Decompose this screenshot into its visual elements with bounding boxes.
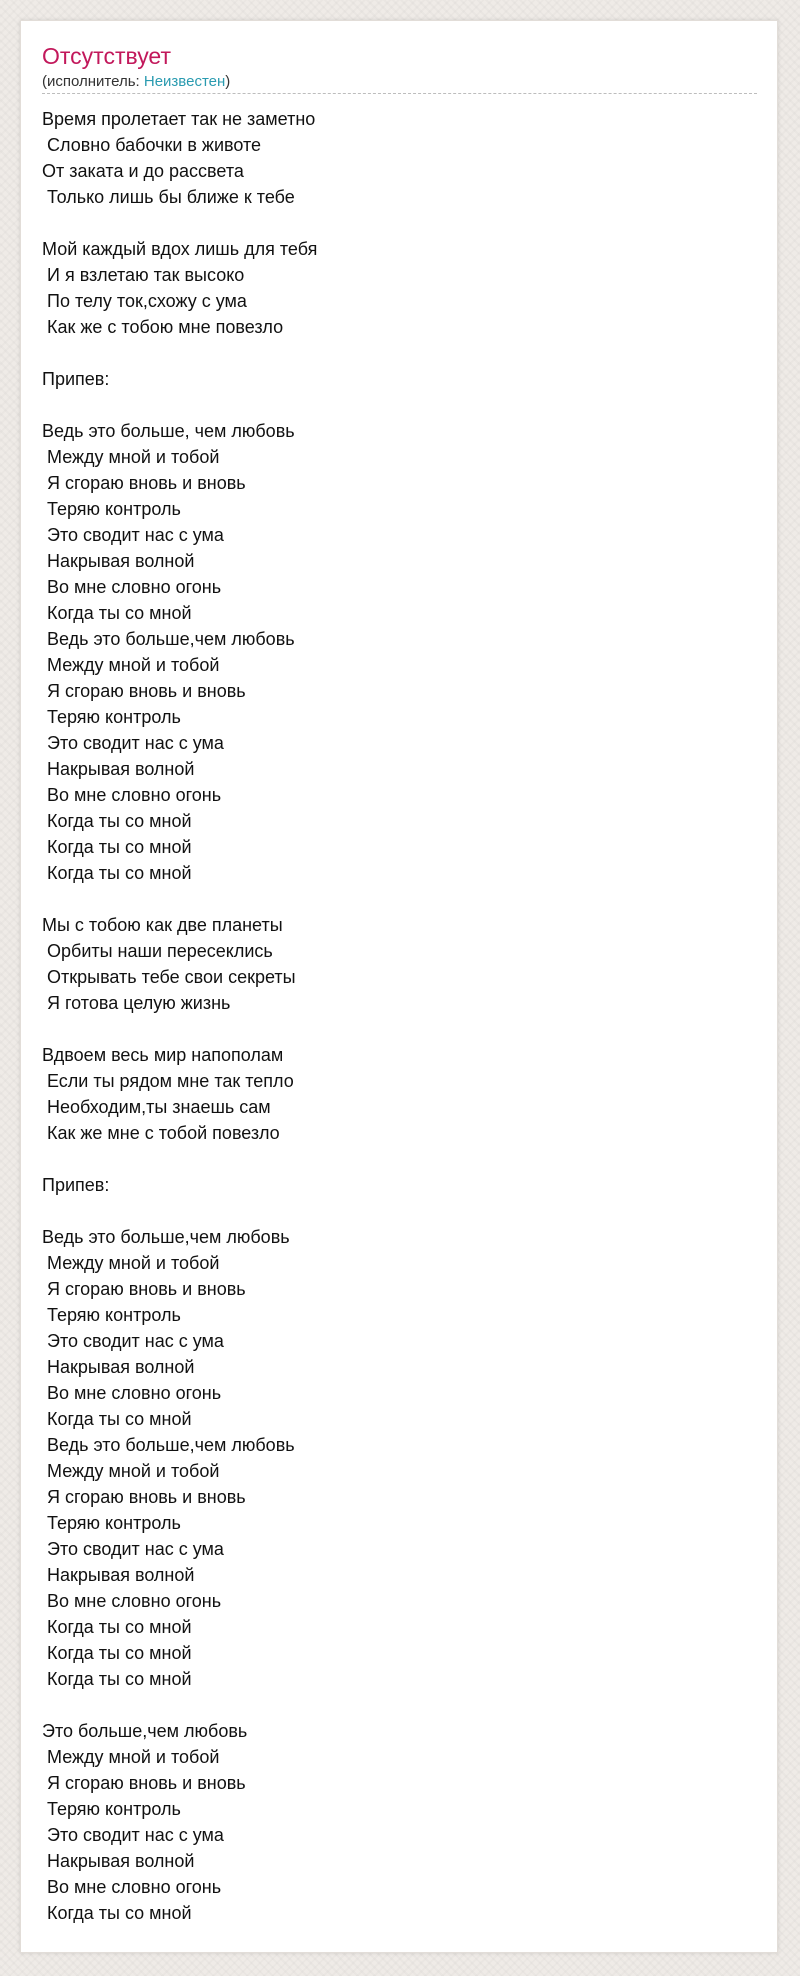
artist-line bbox=[42, 73, 230, 91]
lyrics-card bbox=[20, 20, 778, 1953]
artist-link[interactable]: Неизвестен bbox=[143, 73, 226, 90]
title-divider bbox=[42, 93, 757, 94]
artist-prefix: (исполнитель: bbox=[42, 73, 144, 90]
song-title: Отсутствует bbox=[42, 43, 171, 69]
artist-suffix: ) bbox=[225, 73, 231, 90]
lyrics-text: Время пролетает так не заметно Словно бабочки в животе От заката и до рассвета Только лишь бы ближе к тебе Мой каждый вдох лишь для тебя И я взлетаю так высоко По телу ток,схожу с ума Как же с тобою мне повезло Припев: Ведь это больше, чем любовь Между мной и тобой Я сгораю вновь и вновь Теряю контроль Это сводит нас с ума Накрывая волной Во мне словно огонь Когда ты со мной Ведь это больше,чем любовь Между мной и тобой Я сгораю вновь и вновь Теряю контроль Это сводит нас с ума Накрывая волной Во мне словно огонь Когда ты со мной Когда ты со мной Когда ты со мной Мы с тобою как две планеты Орбиты наши пересеклись Открывать тебе свои секреты Я готова целую жизнь Вдвоем весь мир напополам Если ты рядом мне так тепло Необходим,ты знаешь сам Как же мне с тобой повезло Припев: Ведь это больше,чем любовь Между мной и тобой Я сгораю вновь и вновь Теряю контроль Это сводит нас с ума Накрывая волной Во мне словно огонь Когда ты со мной Ведь это больше,чем любовь Между мной и тобой Я сгораю вновь и вновь Теряю контроль Это сводит нас с ума Накрывая волной Во мне словно огонь Когда ты со мной Когда ты со мной Когда ты со мной Это больше,чем любовь Между мной и тобой Я сгораю вновь и вновь Теряю контроль Это сводит нас с ума Накрывая волной Во мне словно огонь Когда ты со мной bbox=[42, 109, 318, 1923]
